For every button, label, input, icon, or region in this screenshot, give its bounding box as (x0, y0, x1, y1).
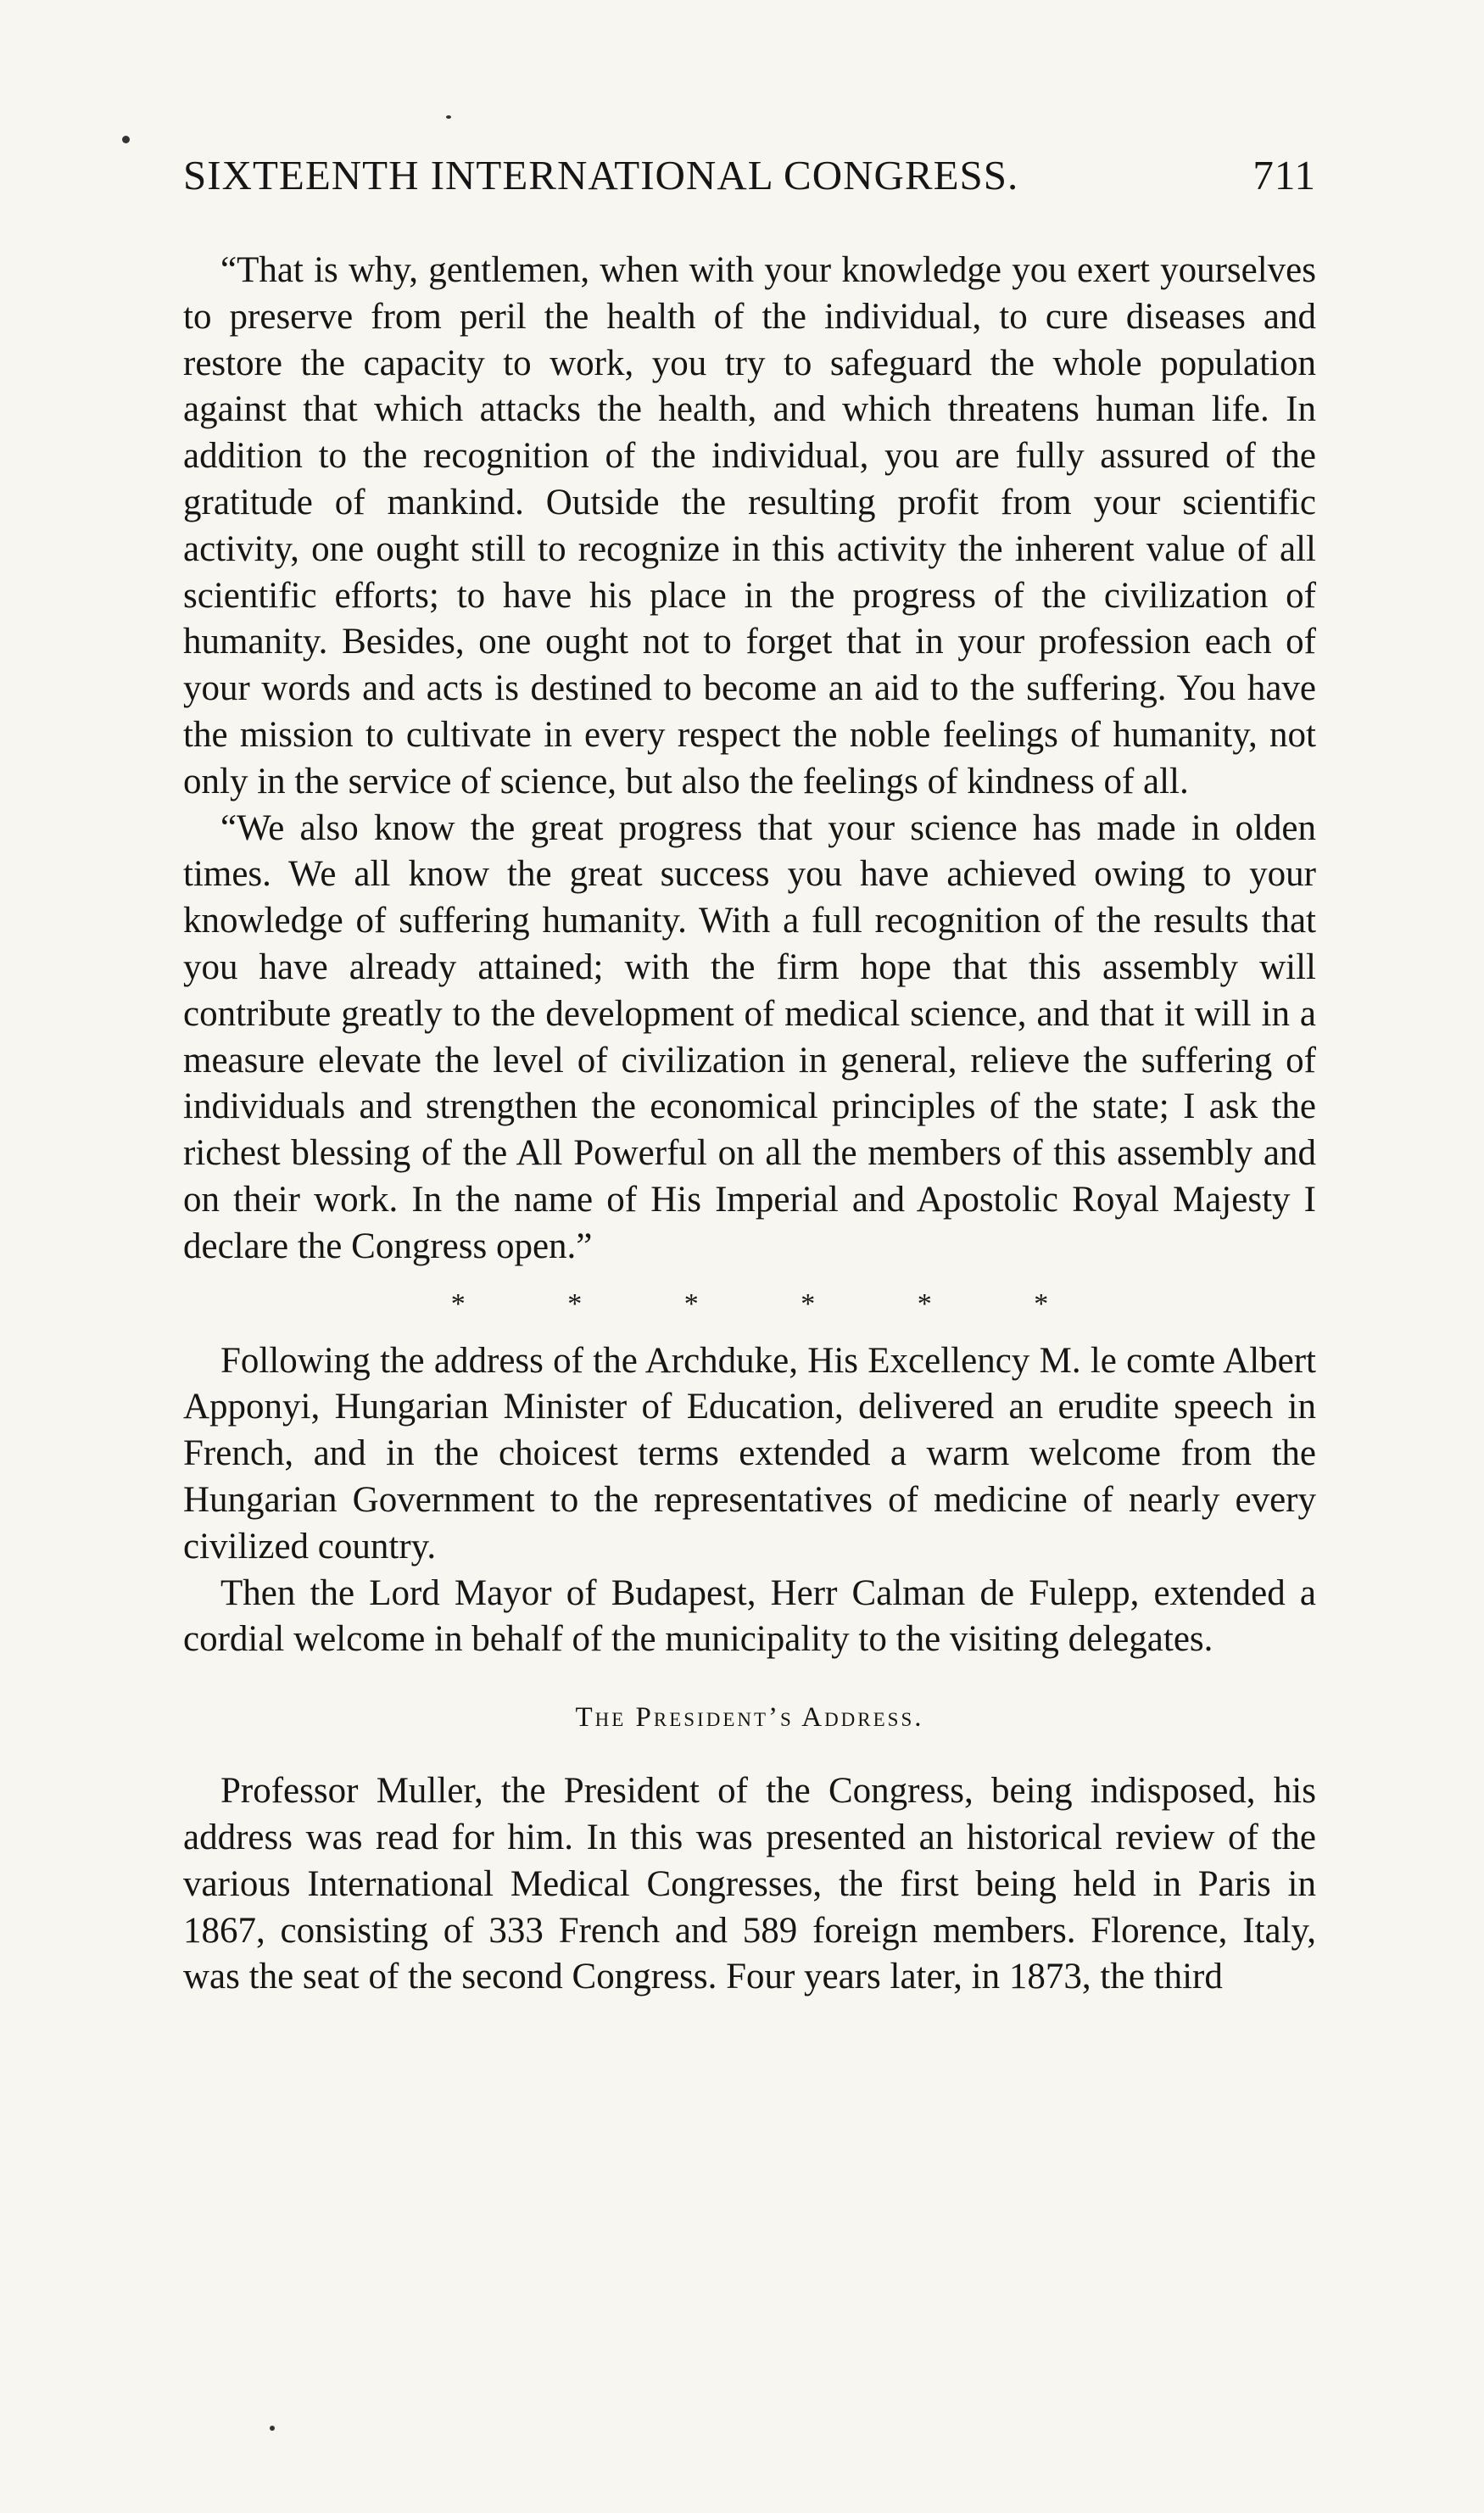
page-number: 711 (1252, 152, 1316, 198)
running-header-title: SIXTEENTH INTERNATIONAL CONGRESS. (183, 152, 1019, 198)
paragraph: “That is why, gentlemen, when with your knowledge you exert yourselves to preserve from peril the health of the individual, to cure diseases and restore the capacity to work, you try to safeguard the whole population against that which attacks the health, and which threatens human life. In addition to the recognition of the individual, you are fully assured of the gratitude of mankind. Outside the resulting profit from your scientific activity, one ought still to recognize in this activity the inherent value of all scientific efforts; to have his place in the progress of the civilization of humanity. Besides, one ought not to forget that in your profession each of your words and acts is destined to become an aid to the suffering. You have the mission to cultivate in every respect the noble feelings of humanity, not only in the service of science, but also the feelings of kindness of all. (183, 250, 1316, 801)
paragraph: Following the address of the Archduke, His Excellency M. le comte Albert Apponyi, Hungarian Minister of Education, delivered an erudite speech in French, and in the choicest terms extended a warm welcome from the Hungarian Government to the representatives of medicine of nearly every civilized country. (183, 1340, 1316, 1566)
scan-speck (446, 115, 451, 119)
paragraph: “We also know the great progress that your science has made in olden times. We all know the great success you have achieved owing to your knowledge of suffering humanity. With a full recognition of the results that you have already attained; with the firm hope that this assembly will contribute greatly to the development of medical science, and that it will in a measure elevate the level of civilization in general, relieve the suffering of individuals and strengthen the economical principles of the state; I ask the richest blessing of the All Powerful on all the members of this assembly and on their work. In the name of His Imperial and Apostolic Royal Majesty I declare the Congress open.” (183, 807, 1316, 1266)
paragraph: Then the Lord Mayor of Budapest, Herr Calman de Fulepp, extended a cordial welcome in behalf of the municipality to the visiting delegates. (183, 1572, 1316, 1660)
running-header (183, 154, 1316, 196)
scan-speck (270, 2426, 275, 2431)
scan-speck (122, 136, 130, 143)
section-heading: The President’s Address. (575, 1702, 924, 1734)
section-separator: * * * * * * (450, 1287, 1096, 1320)
body-text (183, 248, 1316, 2001)
paragraph: Professor Muller, the President of the Congress, being indisposed, his address was read for him. In this was presented an historical review of the various International Medical Congresses, the first being held in Paris in 1867, consisting of 333 French and 589 foreign members. Florence, Italy, was the seat of the second Congress. Four years later, in 1873, the third (183, 1771, 1316, 1997)
